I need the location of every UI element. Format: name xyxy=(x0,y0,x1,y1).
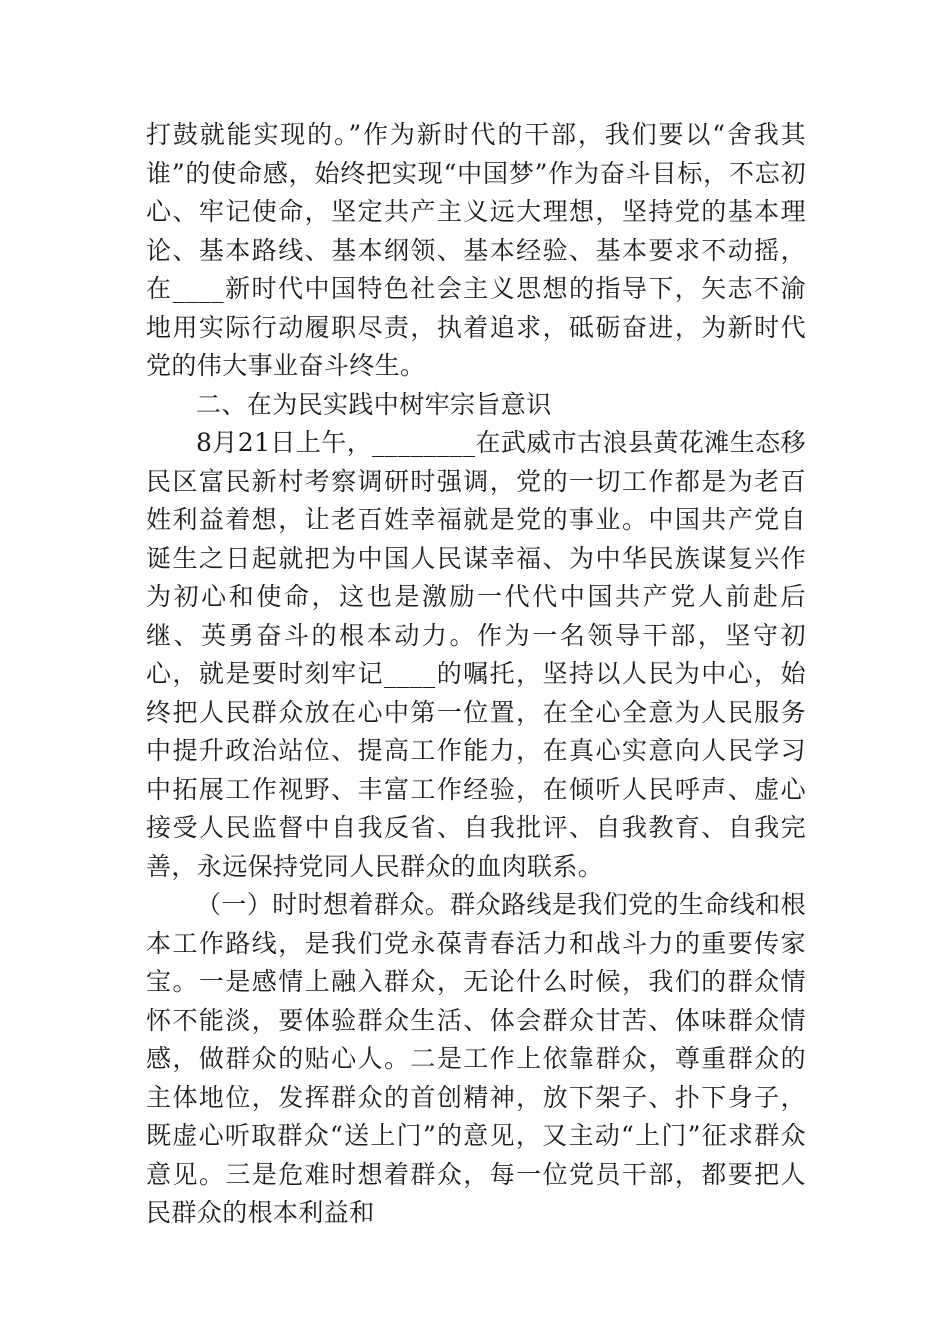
body-paragraph: （一）时时想着群众。群众路线是我们党的生命线和根本工作路线，是我们党永葆青春活力和战斗力的重要传家宝。一是感情上融入群众，无论什么时候，我们的群众情怀不能淡，要体验群众生活、体会群众甘苦、体味群众情感，做群众的贴心人。二是工作上依靠群众，尊重群众的主体地位，发挥群众的首创精神，放下架子、扑下身子，既虚心听取群众“送上门”的意见，又主动“上门”征求群众意见。三是危难时想着群众，每一位党员干部，都要把人民群众的根本利益和 xyxy=(146,890,806,1227)
section-heading: 二、在为民实践中树牢宗旨意识 xyxy=(196,389,552,419)
body-paragraph: 打鼓就能实现的。”作为新时代的干部，我们要以“舍我其谁”的使命感，始终把实现“中国梦”作为奋斗目标，不忘初心、牢记使命，坚定共产主义远大理想，坚持党的基本理论、基本路线、基本纲领、基本经验、基本要求不动摇，在____新时代中国特色社会主义思想的指导下，矢志不渝地用实际行动履职尽责，执着追求，砥砺奋进，为新时代党的伟大事业奋斗终生。 xyxy=(146,120,806,380)
document-page xyxy=(146,116,806,1233)
body-paragraph: 8月21日上午，________在武威市古浪县黄花滩生态移民区富民新村考察调研时强调，党的一切工作都是为老百姓利益着想，让老百姓幸福就是党的事业。中国共产党自诞生之日起就把为中国人民谋幸福、为中华民族谋复兴作为初心和使命，这也是激励一代代中国共产党人前赴后继、英勇奋斗的根本动力。作为一名领导干部，坚守初心，就是要时刻牢记____的嘱托，坚持以人民为中心，始终把人民群众放在心中第一位置，在全心全意为人民服务中提升政治站位、提高工作能力，在真心实意向人民学习中拓展工作视野、丰富工作经验，在倾听人民呼声、虚心接受人民监督中自我反省、自我批评、自我教育、自我完善，永远保持党同人民群众的血肉联系。 xyxy=(146,428,806,881)
